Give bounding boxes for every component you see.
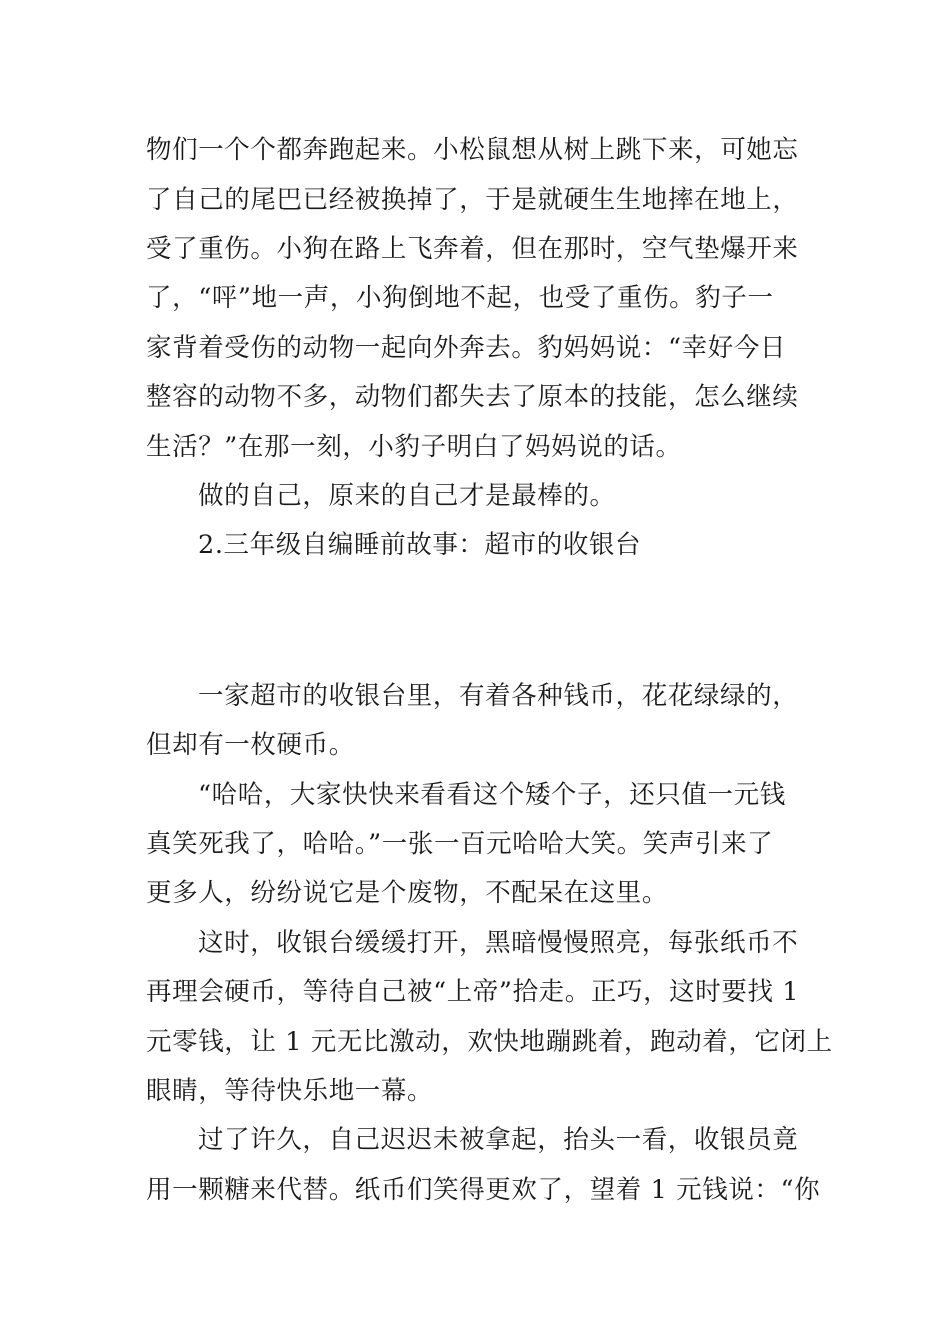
text-line: 物们一个个都奔跑起来。小松鼠想从树上跳下来，可她忘 [146, 135, 799, 165]
text-line: 过了许久，自己迟迟未被拿起，抬头一看，收银员竟 [198, 1125, 799, 1155]
text-line: 生活？”在那一刻，小豹子明白了妈妈说的话。 [146, 432, 682, 462]
text-line: 真笑死我了，哈哈。”一张一百元哈哈大笑。笑声引来了 [146, 829, 774, 859]
text-line: 元零钱，让 1 元无比激动，欢快地蹦跳着，跑动着，它闭上 [146, 1027, 833, 1057]
text-line: 再理会硬币，等待自己被“上帝”拾走。正巧，这时要找 1 [146, 977, 800, 1007]
text-line: 用一颗糖来代替。纸币们笑得更欢了，望着 1 元钱说：“你 [146, 1175, 821, 1205]
text-line: 受了重伤。小狗在路上飞奔着，但在那时，空气垫爆开来 [146, 234, 799, 264]
text-line: “哈哈，大家快快来看看这个矮个子，还只值一元钱 [198, 780, 786, 810]
text-line: 做的自己，原来的自己才是最棒的。 [198, 481, 616, 511]
text-line: 家背着受伤的动物一起向外奔去。豹妈妈说：“幸好今日 [146, 333, 787, 363]
text-line: 更多人，纷纷说它是个废物，不配呆在这里。 [146, 878, 669, 908]
text-line: 但却有一枚硬币。 [146, 730, 355, 760]
section-heading: 2.三年级自编睡前故事：超市的收银台 [198, 530, 642, 560]
text-line: 整容的动物不多，动物们都失去了原本的技能，怎么继续 [146, 382, 799, 412]
text-line: 眼睛，等待快乐地一幕。 [146, 1076, 434, 1106]
text-line: 一家超市的收银台里，有着各种钱币，花花绿绿的， [198, 681, 799, 711]
text-line: 了，“呯”地一声，小狗倒地不起，也受了重伤。豹子一 [146, 283, 774, 313]
text-line: 这时，收银台缓缓打开，黑暗慢慢照亮，每张纸币不 [198, 928, 799, 958]
text-line: 了自己的尾巴已经被换掉了，于是就硬生生地摔在地上， [146, 185, 799, 215]
